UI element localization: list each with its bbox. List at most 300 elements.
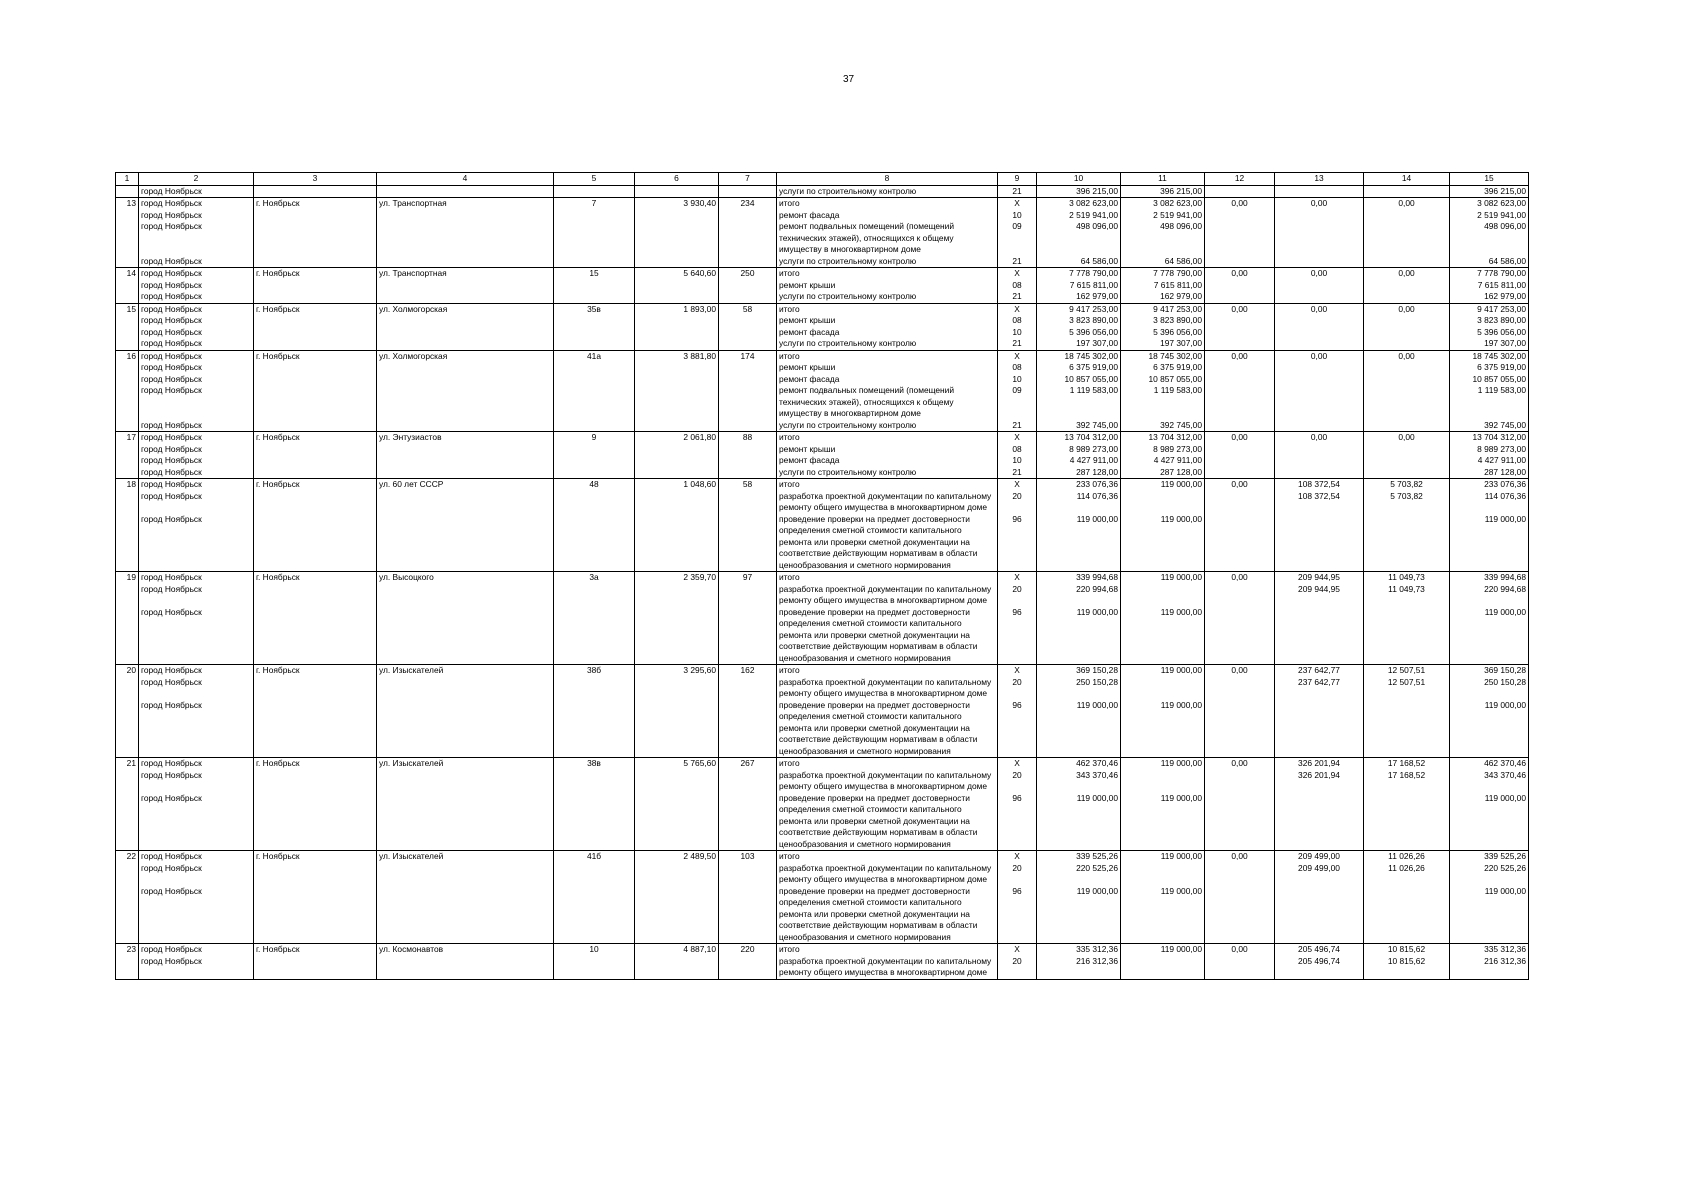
city-cell [254,886,377,944]
row-number-cell [116,210,139,222]
work-type-cell: итого [777,432,998,444]
local-budget-cell [1364,385,1450,420]
budget-cell [1205,185,1275,198]
total-cost-cell: 3 082 623,00 [1037,198,1121,210]
fund-cost-cell: 287 128,00 [1121,467,1205,479]
house-number-cell [554,793,635,851]
local-budget-cell [1364,420,1450,432]
house-number-cell: 10 [554,944,635,956]
table-row [116,185,1529,198]
city-cell [254,514,377,572]
column-number-header: 13 [1275,173,1364,186]
area-cell [635,420,719,432]
budget-cell: 0,00 [1205,198,1275,210]
regional-budget-cell: 326 201,94 [1275,758,1364,770]
column-number-header: 6 [635,173,719,186]
local-budget-cell: 5 703,82 [1364,491,1450,514]
street-cell [377,491,554,514]
municipality-cell: город Ноябрьск [139,491,254,514]
municipality-cell: город Ноябрьск [139,479,254,491]
total-cost-cell: 369 150,28 [1037,665,1121,677]
total-cost-cell: 9 417 253,00 [1037,303,1121,315]
fund-cost-cell [1121,956,1205,980]
work-code-cell: 08 [998,315,1037,327]
row-number-cell [116,256,139,268]
fund-cost-cell: 1 119 583,00 [1121,385,1205,420]
municipality-cell: город Ноябрьск [139,793,254,851]
residents-cell [719,700,777,758]
total-sum-cell: 335 312,36 [1450,944,1529,956]
local-budget-cell: 0,00 [1364,268,1450,280]
house-number-cell: 41б [554,851,635,863]
total-sum-cell: 64 586,00 [1450,256,1529,268]
column-number-header: 9 [998,173,1037,186]
total-cost-cell: 220 994,68 [1037,584,1121,607]
area-cell [635,467,719,479]
city-cell: г. Ноябрьск [254,303,377,315]
column-number-header: 15 [1450,173,1529,186]
residents-cell: 250 [719,268,777,280]
street-cell [377,256,554,268]
work-type-cell: итого [777,303,998,315]
residents-cell [719,280,777,292]
total-sum-cell: 162 979,00 [1450,291,1529,303]
local-budget-cell [1364,185,1450,198]
total-sum-cell: 462 370,46 [1450,758,1529,770]
area-cell [635,956,719,980]
budget-cell: 0,00 [1205,350,1275,362]
municipality-cell: город Ноябрьск [139,944,254,956]
local-budget-cell: 11 026,26 [1364,863,1450,886]
row-number-cell [116,315,139,327]
total-sum-cell: 119 000,00 [1450,514,1529,572]
budget-cell [1205,455,1275,467]
fund-cost-cell: 119 000,00 [1121,851,1205,863]
local-budget-cell [1364,291,1450,303]
city-cell [254,291,377,303]
total-sum-cell: 18 745 302,00 [1450,350,1529,362]
municipality-cell: город Ноябрьск [139,956,254,980]
work-type-cell: услуги по строительному контролю [777,338,998,350]
city-cell [254,956,377,980]
column-number-header: 3 [254,173,377,186]
house-number-cell [554,210,635,222]
municipality-cell: город Ноябрьск [139,432,254,444]
area-cell [635,221,719,256]
area-cell: 2 489,50 [635,851,719,863]
total-sum-cell: 339 525,26 [1450,851,1529,863]
total-cost-cell: 7 778 790,00 [1037,268,1121,280]
area-cell: 4 887,10 [635,944,719,956]
street-cell [377,607,554,665]
area-cell: 3 295,60 [635,665,719,677]
fund-cost-cell [1121,677,1205,700]
street-cell [377,221,554,256]
fund-cost-cell: 9 417 253,00 [1121,303,1205,315]
regional-budget-cell [1275,327,1364,339]
row-number-cell: 17 [116,432,139,444]
total-cost-cell: 339 994,68 [1037,572,1121,584]
residents-cell [719,607,777,665]
house-number-cell [554,455,635,467]
column-number-header: 4 [377,173,554,186]
table-row [116,221,1529,256]
regional-budget-cell: 0,00 [1275,268,1364,280]
local-budget-cell [1364,374,1450,386]
work-type-cell: итого [777,758,998,770]
residents-cell [719,221,777,256]
local-budget-cell: 12 507,51 [1364,677,1450,700]
total-sum-cell: 6 375 919,00 [1450,362,1529,374]
column-number-header: 5 [554,173,635,186]
work-code-cell: X [998,268,1037,280]
area-cell [635,700,719,758]
work-type-cell: услуги по строительному контролю [777,185,998,198]
regional-budget-cell: 237 642,77 [1275,677,1364,700]
budget-cell [1205,221,1275,256]
total-sum-cell: 396 215,00 [1450,185,1529,198]
budget-cell: 0,00 [1205,432,1275,444]
total-cost-cell: 233 076,36 [1037,479,1121,491]
house-number-cell [554,280,635,292]
fund-cost-cell: 4 427 911,00 [1121,455,1205,467]
work-type-cell: ремонт фасада [777,455,998,467]
work-type-cell: проведение проверки на предмет достоверности определения сметной стоимости капитального ремонта или проверки сметной документации на соответствие действующим нормативам в области ценообразования и сметного нормирования [777,700,998,758]
work-code-cell: X [998,198,1037,210]
fund-cost-cell [1121,491,1205,514]
budget-cell [1205,886,1275,944]
work-code-cell: X [998,572,1037,584]
municipality-cell: город Ноябрьск [139,338,254,350]
street-cell [377,362,554,374]
budget-cell [1205,374,1275,386]
row-number-cell: 15 [116,303,139,315]
house-number-cell [554,362,635,374]
work-code-cell: X [998,350,1037,362]
budget-cell [1205,491,1275,514]
work-code-cell: 21 [998,420,1037,432]
row-number-cell [116,863,139,886]
house-number-cell [554,385,635,420]
residents-cell [719,338,777,350]
local-budget-cell [1364,210,1450,222]
work-type-cell: проведение проверки на предмет достоверности определения сметной стоимости капитального ремонта или проверки сметной документации на соответствие действующим нормативам в области ценообразования и сметного нормирования [777,514,998,572]
house-number-cell [554,374,635,386]
budget-cell [1205,444,1275,456]
work-type-cell: ремонт фасада [777,327,998,339]
local-budget-cell: 0,00 [1364,350,1450,362]
street-cell: ул. Изыскателей [377,758,554,770]
residents-cell [719,210,777,222]
row-number-cell [116,793,139,851]
fund-cost-cell: 10 857 055,00 [1121,374,1205,386]
regional-budget-cell: 209 944,95 [1275,572,1364,584]
work-type-cell: услуги по строительному контролю [777,256,998,268]
street-cell [377,291,554,303]
regional-budget-cell [1275,886,1364,944]
residents-cell: 220 [719,944,777,956]
row-number-cell [116,491,139,514]
fund-cost-cell [1121,584,1205,607]
work-type-cell: ремонт фасада [777,210,998,222]
total-cost-cell: 220 525,26 [1037,863,1121,886]
city-cell: г. Ноябрьск [254,851,377,863]
row-number-cell [116,467,139,479]
house-number-cell [554,221,635,256]
municipality-cell: город Ноябрьск [139,420,254,432]
row-number-cell: 14 [116,268,139,280]
budget-cell [1205,677,1275,700]
local-budget-cell: 10 815,62 [1364,944,1450,956]
budget-cell: 0,00 [1205,665,1275,677]
fund-cost-cell: 5 396 056,00 [1121,327,1205,339]
budget-cell: 0,00 [1205,268,1275,280]
column-number-header: 2 [139,173,254,186]
work-code-cell: X [998,479,1037,491]
regional-budget-cell [1275,420,1364,432]
city-cell [254,770,377,793]
street-cell [377,185,554,198]
regional-budget-cell: 326 201,94 [1275,770,1364,793]
regional-budget-cell [1275,607,1364,665]
area-cell [635,863,719,886]
city-cell [254,374,377,386]
fund-cost-cell: 18 745 302,00 [1121,350,1205,362]
row-number-cell: 20 [116,665,139,677]
city-cell [254,210,377,222]
row-number-cell [116,221,139,256]
total-sum-cell: 10 857 055,00 [1450,374,1529,386]
work-type-cell: итого [777,479,998,491]
row-number-cell [116,185,139,198]
total-sum-cell: 339 994,68 [1450,572,1529,584]
total-cost-cell: 392 745,00 [1037,420,1121,432]
local-budget-cell [1364,362,1450,374]
total-cost-cell: 114 076,36 [1037,491,1121,514]
city-cell [254,315,377,327]
house-number-cell [554,291,635,303]
work-type-cell: ремонт крыши [777,444,998,456]
table-row [116,210,1529,222]
local-budget-cell [1364,327,1450,339]
street-cell: ул. Изыскателей [377,665,554,677]
municipality-cell: город Ноябрьск [139,315,254,327]
table-row [116,479,1529,491]
table-row [116,350,1529,362]
total-sum-cell: 114 076,36 [1450,491,1529,514]
regional-budget-cell [1275,467,1364,479]
fund-cost-cell: 392 745,00 [1121,420,1205,432]
house-number-cell: 3а [554,572,635,584]
city-cell: г. Ноябрьск [254,198,377,210]
residents-cell [719,793,777,851]
city-cell: г. Ноябрьск [254,432,377,444]
fund-cost-cell: 119 000,00 [1121,607,1205,665]
budget-cell [1205,315,1275,327]
residents-cell [719,374,777,386]
regional-budget-cell [1275,700,1364,758]
row-number-cell [116,700,139,758]
residents-cell [719,863,777,886]
work-type-cell: итого [777,268,998,280]
total-sum-cell: 287 128,00 [1450,467,1529,479]
fund-cost-cell: 13 704 312,00 [1121,432,1205,444]
regional-budget-cell: 205 496,74 [1275,956,1364,980]
work-type-cell: разработка проектной документации по капитальному ремонту общего имущества в многоквартирном доме [777,584,998,607]
house-number-cell [554,327,635,339]
city-cell [254,385,377,420]
regional-budget-cell: 209 944,95 [1275,584,1364,607]
work-code-cell: 96 [998,700,1037,758]
total-cost-cell: 119 000,00 [1037,514,1121,572]
street-cell: ул. Энтузиастов [377,432,554,444]
budget-cell: 0,00 [1205,944,1275,956]
budget-cell [1205,385,1275,420]
column-number-header: 14 [1364,173,1450,186]
total-cost-cell: 1 119 583,00 [1037,385,1121,420]
municipality-cell: город Ноябрьск [139,455,254,467]
residents-cell [719,256,777,268]
table-row [116,467,1529,479]
work-code-cell: 08 [998,444,1037,456]
residents-cell [719,467,777,479]
house-number-cell [554,700,635,758]
street-cell [377,956,554,980]
budget-cell [1205,607,1275,665]
city-cell [254,362,377,374]
street-cell [377,584,554,607]
work-code-cell: 20 [998,770,1037,793]
regional-budget-cell: 209 499,00 [1275,863,1364,886]
table-row [116,280,1529,292]
local-budget-cell [1364,467,1450,479]
regional-budget-cell [1275,793,1364,851]
local-budget-cell [1364,444,1450,456]
regional-budget-cell: 209 499,00 [1275,851,1364,863]
column-number-header: 12 [1205,173,1275,186]
area-cell: 2 061,80 [635,432,719,444]
house-number-cell [554,444,635,456]
fund-cost-cell: 64 586,00 [1121,256,1205,268]
fund-cost-cell: 119 000,00 [1121,944,1205,956]
budget-cell [1205,291,1275,303]
row-number-cell [116,956,139,980]
house-number-cell: 9 [554,432,635,444]
total-sum-cell: 5 396 056,00 [1450,327,1529,339]
local-budget-cell [1364,700,1450,758]
residents-cell [719,185,777,198]
city-cell [254,793,377,851]
fund-cost-cell [1121,863,1205,886]
row-number-cell [116,385,139,420]
column-number-row [116,173,1529,186]
budget-cell: 0,00 [1205,479,1275,491]
table-row [116,362,1529,374]
total-cost-cell: 7 615 811,00 [1037,280,1121,292]
residents-cell [719,886,777,944]
work-code-cell: 10 [998,374,1037,386]
local-budget-cell [1364,455,1450,467]
residents-cell [719,677,777,700]
fund-cost-cell: 498 096,00 [1121,221,1205,256]
street-cell [377,338,554,350]
table-row [116,432,1529,444]
house-number-cell [554,677,635,700]
regional-budget-cell [1275,280,1364,292]
row-number-cell: 16 [116,350,139,362]
city-cell [254,863,377,886]
work-type-cell: разработка проектной документации по капитальному ремонту общего имущества в многоквартирном доме [777,956,998,980]
work-code-cell: 09 [998,385,1037,420]
row-number-cell: 18 [116,479,139,491]
residents-cell: 58 [719,479,777,491]
column-number-header: 10 [1037,173,1121,186]
municipality-cell: город Ноябрьск [139,350,254,362]
house-number-cell: 48 [554,479,635,491]
street-cell [377,315,554,327]
work-type-cell: ремонт крыши [777,315,998,327]
table-row [116,607,1529,665]
fund-cost-cell: 2 519 941,00 [1121,210,1205,222]
table-row [116,455,1529,467]
house-number-cell [554,956,635,980]
area-cell: 5 640,60 [635,268,719,280]
table-row [116,851,1529,863]
municipality-cell: город Ноябрьск [139,758,254,770]
house-number-cell [554,770,635,793]
local-budget-cell [1364,256,1450,268]
house-number-cell: 38б [554,665,635,677]
total-cost-cell: 8 989 273,00 [1037,444,1121,456]
budget-cell [1205,467,1275,479]
work-type-cell: проведение проверки на предмет достоверности определения сметной стоимости капитального ремонта или проверки сметной документации на соответствие действующим нормативам в области ценообразования и сметного нормирования [777,607,998,665]
municipality-cell: город Ноябрьск [139,198,254,210]
total-cost-cell: 6 375 919,00 [1037,362,1121,374]
total-cost-cell: 339 525,26 [1037,851,1121,863]
residents-cell: 88 [719,432,777,444]
city-cell: г. Ноябрьск [254,572,377,584]
work-type-cell: проведение проверки на предмет достоверности определения сметной стоимости капитального ремонта или проверки сметной документации на соответствие действующим нормативам в области ценообразования и сметного нормирования [777,886,998,944]
regional-budget-cell: 0,00 [1275,303,1364,315]
work-code-cell: X [998,432,1037,444]
table-row [116,315,1529,327]
table-row [116,758,1529,770]
regional-budget-cell [1275,444,1364,456]
total-sum-cell: 7 778 790,00 [1450,268,1529,280]
street-cell: ул. Транспортная [377,198,554,210]
street-cell: ул. Холмогорская [377,350,554,362]
capital-repair-register-table [115,172,1529,980]
area-cell [635,514,719,572]
column-number-header: 11 [1121,173,1205,186]
local-budget-cell: 10 815,62 [1364,956,1450,980]
local-budget-cell: 12 507,51 [1364,665,1450,677]
residents-cell [719,385,777,420]
street-cell [377,327,554,339]
budget-cell [1205,327,1275,339]
total-sum-cell: 4 427 911,00 [1450,455,1529,467]
work-type-cell: итого [777,572,998,584]
total-sum-cell: 3 823 890,00 [1450,315,1529,327]
residents-cell: 97 [719,572,777,584]
regional-budget-cell [1275,514,1364,572]
budget-cell [1205,256,1275,268]
table-row [116,385,1529,420]
residents-cell [719,291,777,303]
residents-cell: 267 [719,758,777,770]
city-cell: г. Ноябрьск [254,350,377,362]
row-number-cell [116,327,139,339]
